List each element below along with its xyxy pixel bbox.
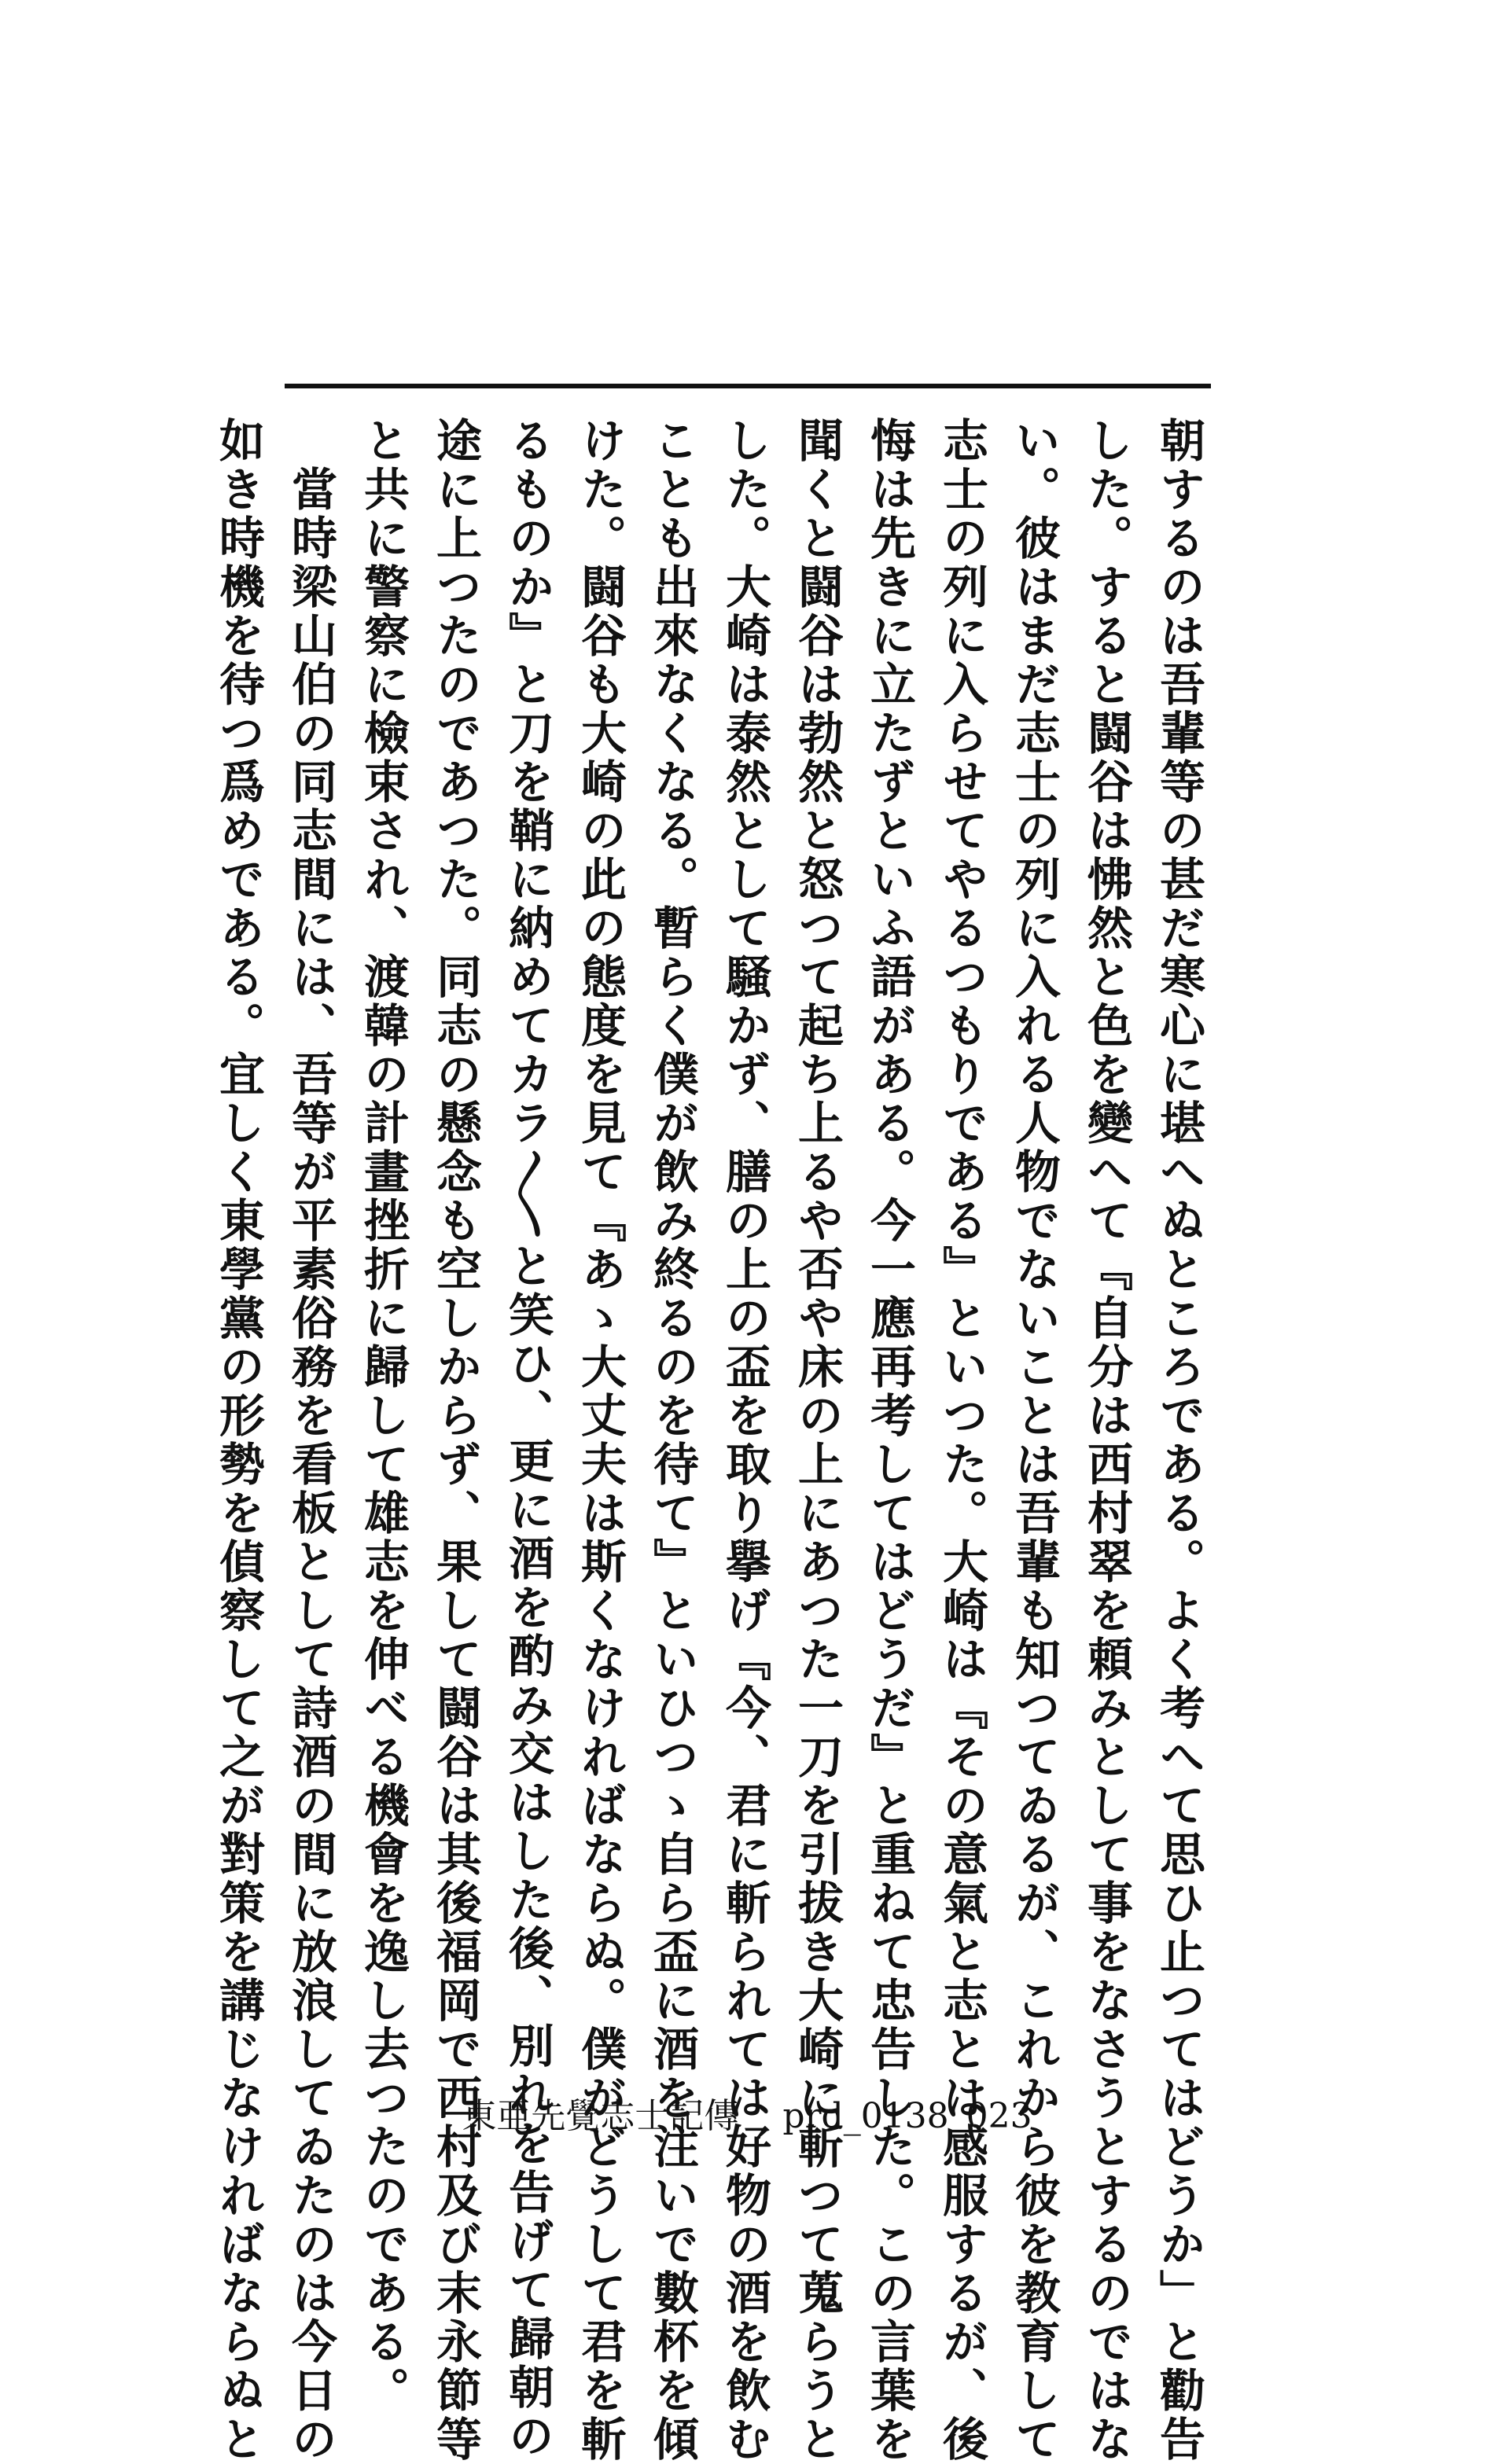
page-id: prd_0138_023 xyxy=(782,2096,1032,2136)
page-footer xyxy=(0,2087,1494,2138)
text-line-6: 聞くと闘谷は勃然と怒つて起ち上るや否や床の上にあつた一刀を引拔き大崎に斬つて蒐らうと xyxy=(790,417,844,2464)
text-line-8: ことも出來なくなる。暫らく僕が飲み終るのを待て』といひつゝ自ら盃に酒を注いで數杯を傾 xyxy=(646,417,699,2464)
text-line-2: した。すると闘谷は怫然と色を變へて『自分は西村翠を頼みとして事をなさうとするのではな xyxy=(1080,417,1133,2464)
book-title: 東亜先覺志士記傳 xyxy=(462,2096,739,2136)
text-line-13: 當時梁山伯の同志間には、吾等が平素俗務を看板として詩酒の間に放浪してゐたのは今日の xyxy=(284,417,337,2464)
text-line-14: 如き時機を待つ爲めである。宜しく東學黨の形勢を偵察して之が對策を講じなければならぬと xyxy=(212,417,265,2464)
header-rule xyxy=(285,384,1211,388)
text-line-7: した。大崎は泰然として騒かず、膳の上の盃を取り擧げ『今、君に斬られては好物の酒を飲む xyxy=(718,417,771,2464)
text-line-1: 朝するのは吾輩等の甚だ寒心に堪へぬところである。よく考へて思ひ止つてはどうか」と勸告 xyxy=(1152,417,1205,2464)
text-line-11: 途に上つたのであつた。同志の懸念も空しからず、果して闘谷は其後福岡で西村及び末永節等 xyxy=(429,417,482,2464)
text-line-9: けた。闘谷も大崎の此の態度を見て『あゝ大丈夫は斯くなければならぬ。僕がどうして君を斬 xyxy=(573,417,627,2464)
text-line-10: るものか』と刀を鞘に納めてカラ〳〵と笑ひ、更に酒を酌み交はした後、別れを告げて歸朝の xyxy=(501,417,554,2461)
text-line-12: と共に警察に檢束され、渡韓の計畫挫折に歸して雄志を伸べる機會を逸し去つたのである。 xyxy=(356,417,410,2415)
text-line-3: い。彼はまだ志士の列に入れる人物でないことは吾輩も知つてゐるが、これから彼を教育して xyxy=(1007,417,1061,2464)
text-line-5: 悔は先きに立たずといふ語がある。今一應再考してはどうだ』と重ねて忠告した。この言葉を xyxy=(863,417,916,2464)
text-line-4: 志士の列に入らせてやるつもりである』といつた。大崎は『その意氣と志とは感服するが、後 xyxy=(935,417,988,2464)
